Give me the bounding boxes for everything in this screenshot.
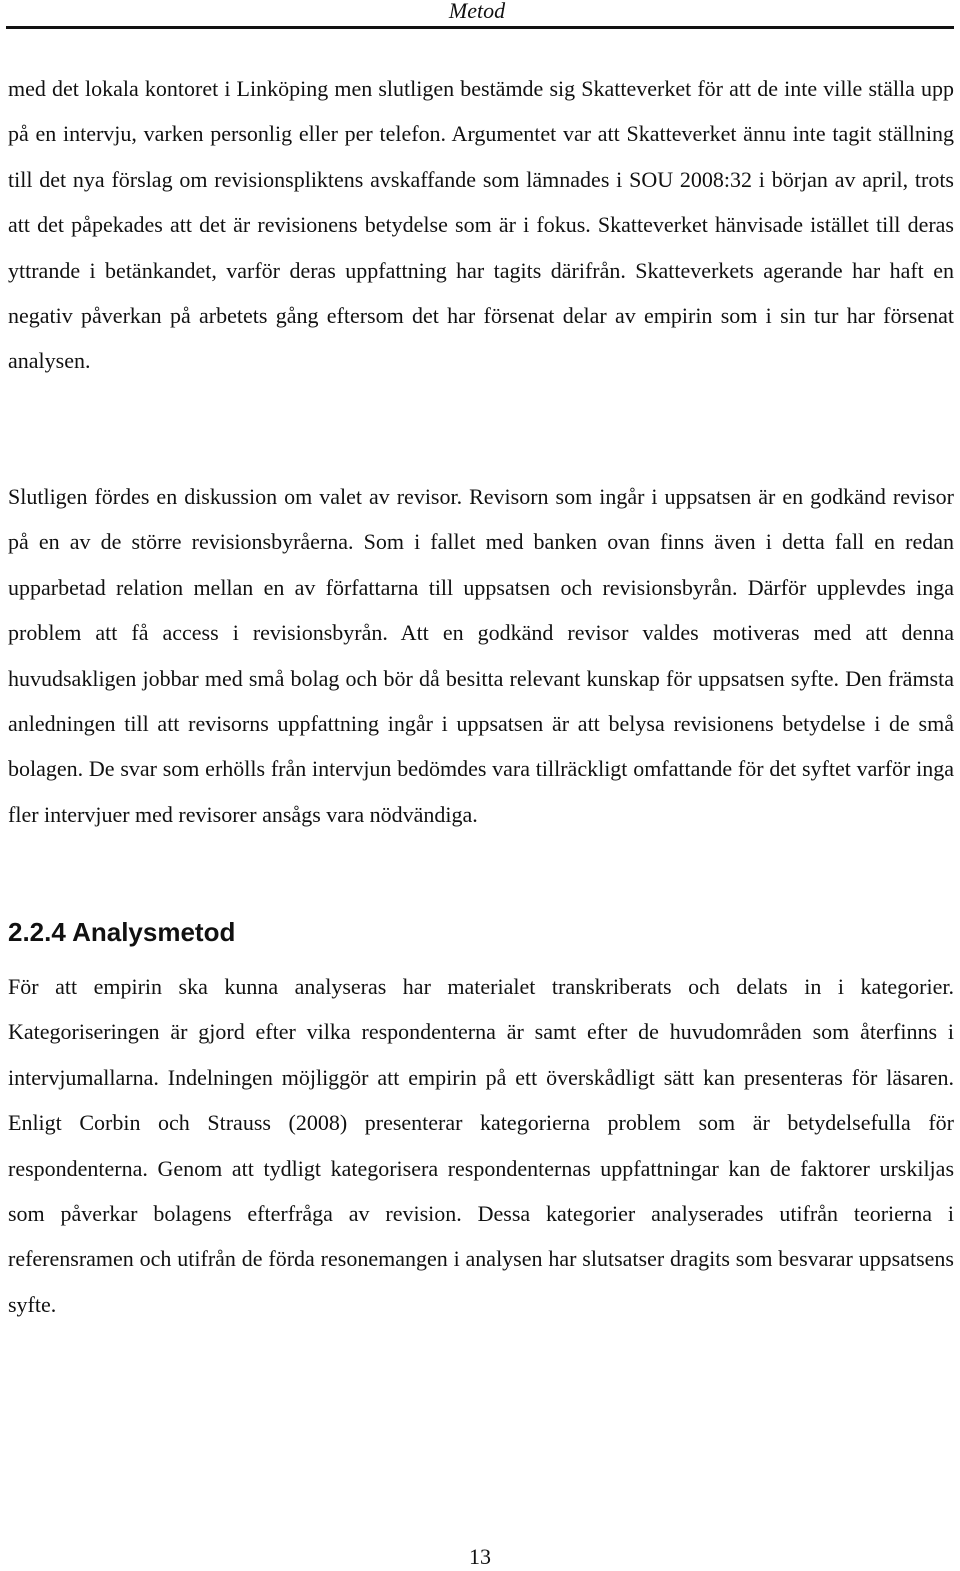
body-paragraph-2: Slutligen fördes en diskussion om valet av revisor. Revisorn som ingår i uppsatsen är en godkänd revisor på en av de större revisionsbyråerna. Som i fallet med banken ovan finns även i detta fall en redan upparbetad relation mellan en av författarna till uppsatsen och revisionsbyrån. Därför upplevdes inga problem att få access i revisionsbyrån. Att en godkänd revisor valdes motiveras med att denna huvudsakligen jobbar med små bolag och bör då besitta relevant kunskap för uppsatsen syfte. Den främsta anledningen till att revisorns uppfattning ingår i uppsatsen är att belysa revisionens betydelse i de små bolagen. De svar som erhölls från intervjun bedömdes vara tillräckligt omfattande för det syftet varför inga fler intervjuer med revisorer ansågs vara nödvändiga.	[8, 484, 954, 827]
page-number: 13	[469, 1544, 491, 1569]
running-header-title: Metod	[448, 0, 506, 23]
header-divider	[6, 26, 954, 29]
section-heading-analysmetod: 2.2.4 Analysmetod	[8, 917, 236, 947]
body-paragraph-3: För att empirin ska kunna analyseras har materialet transkriberats och delats in i kategorier. Kategoriseringen är gjord efter vilka respondenterna är samt efter de huvudområden som återfinns i intervjumallarna. Indelningen möjliggör att empirin på ett överskådligt sätt kan presenteras för läsaren. Enligt Corbin och Strauss (2008) presenterar kategorierna problem som är betydelsefulla för respondenterna. Genom att tydligt kategorisera respondenternas uppfattningar kan de faktorer urskiljas som påverkar bolagens efterfråga av revision. Dessa kategorier analyserades utifrån teorierna i referensramen och utifrån de förda resonemangen i analysen har slutsatser dragits som besvarar uppsatsens syfte.	[8, 974, 954, 1317]
body-paragraph-1: med det lokala kontoret i Linköping men slutligen bestämde sig Skatteverket för att de inte ville ställa upp på en intervju, varken personlig eller per telefon. Argumentet var att Skatteverket ännu inte tagit ställning till det nya förslag om revisionspliktens avskaffande som lämnades i SOU 2008:32 i början av april, trots att det påpekades att det är revisionens betydelse som är i fokus. Skatteverket hänvisade istället till deras yttrande i betänkandet, varför deras uppfattning har tagits därifrån. Skatteverkets agerande har haft en negativ påverkan på arbetets gång eftersom det har försenat delar av empirin som i sin tur har försenat analysen.	[8, 76, 954, 374]
